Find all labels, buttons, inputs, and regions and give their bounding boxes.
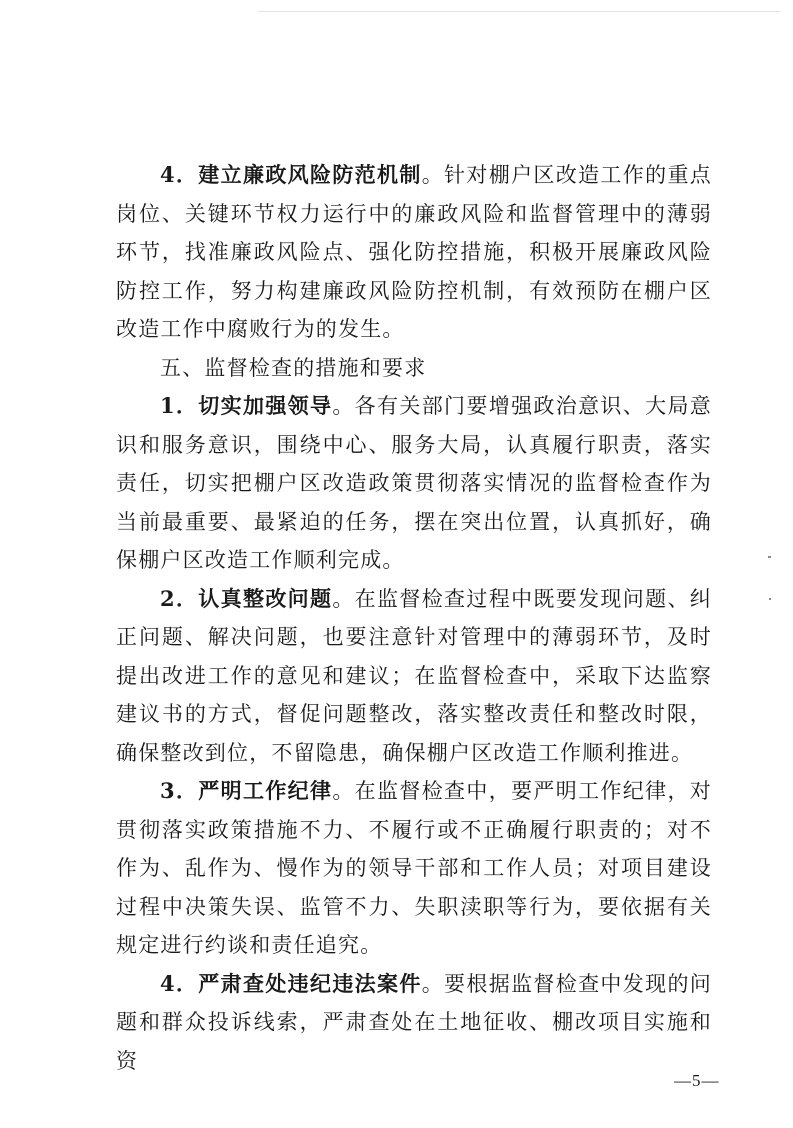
paragraph-lead: 2．认真整改问题 — [160, 585, 333, 611]
paragraph-text: 。在监督检查过程中既要发现问题、纠正问题、解决问题，也要注意针对管理中的薄弱环节，及时提出改进工作的意见和建议；在监督检查中，采取下达监察建议书的方式，督促问题整改，落实整改责任和整改时限，确保整改到位，不留隐患，确保棚户区改造工作顺利推进。 — [116, 586, 712, 765]
paragraph-lead: 4．严肃查处违纪违法案件 — [160, 970, 422, 996]
paragraph-item-1 — [116, 387, 712, 580]
paragraph-text: 。在监督检查中，要严明工作纪律，对贯彻落实政策措施不力、不履行或不正确履行职责的；对不作为、乱作为、慢作为的领导干部和工作人员；对项目建设过程中决策失误、监管不力、失职渎职等行为，要依据有关规定进行约谈和责任追究。 — [116, 779, 712, 957]
paragraph-lead: 3．严明工作纪律 — [160, 778, 333, 803]
paragraph-lead: 1．切实加强领导 — [160, 393, 333, 418]
page-number: —5— — [674, 1071, 720, 1090]
paragraph-risk-prevention — [116, 156, 712, 349]
scan-speck — [769, 598, 771, 600]
paragraph-item-4 — [116, 965, 712, 1081]
paragraph-text: 。要根据监督检查中发现的问题和群众投诉线索，严肃查处在土地征收、棚改项目实施和资 — [116, 971, 712, 1073]
section-heading: 五、监督检查的措施和要求 — [160, 355, 427, 380]
paragraph-item-3 — [116, 772, 712, 965]
paragraph-text: 。各有关部门要增强政治意识、大局意识和服务意识，围绕中心、服务大局，认真履行职责，落实责任，切实把棚户区改造政策贯彻落实情况的监督检查作为当前最重要、最紧迫的任务，摆在突出位置，认真抓好，确保棚户区改造工作顺利完成。 — [116, 394, 712, 572]
paragraph-item-2 — [116, 580, 712, 773]
document-body — [116, 156, 712, 1080]
scan-top-edge — [258, 11, 781, 12]
paragraph-lead: 4．建立廉政风险防范机制 — [160, 162, 422, 187]
paragraph-text: 。针对棚户区改造工作的重点岗位、关键环节权力运行中的廉政风险和监督管理中的薄弱环节，找准廉政风险点、强化防控措施，积极开展廉政风险防控工作，努力构建廉政风险防控机制，有效预防在棚户区改造工作中腐败行为的发生。 — [116, 163, 712, 341]
scan-speck — [768, 556, 771, 558]
